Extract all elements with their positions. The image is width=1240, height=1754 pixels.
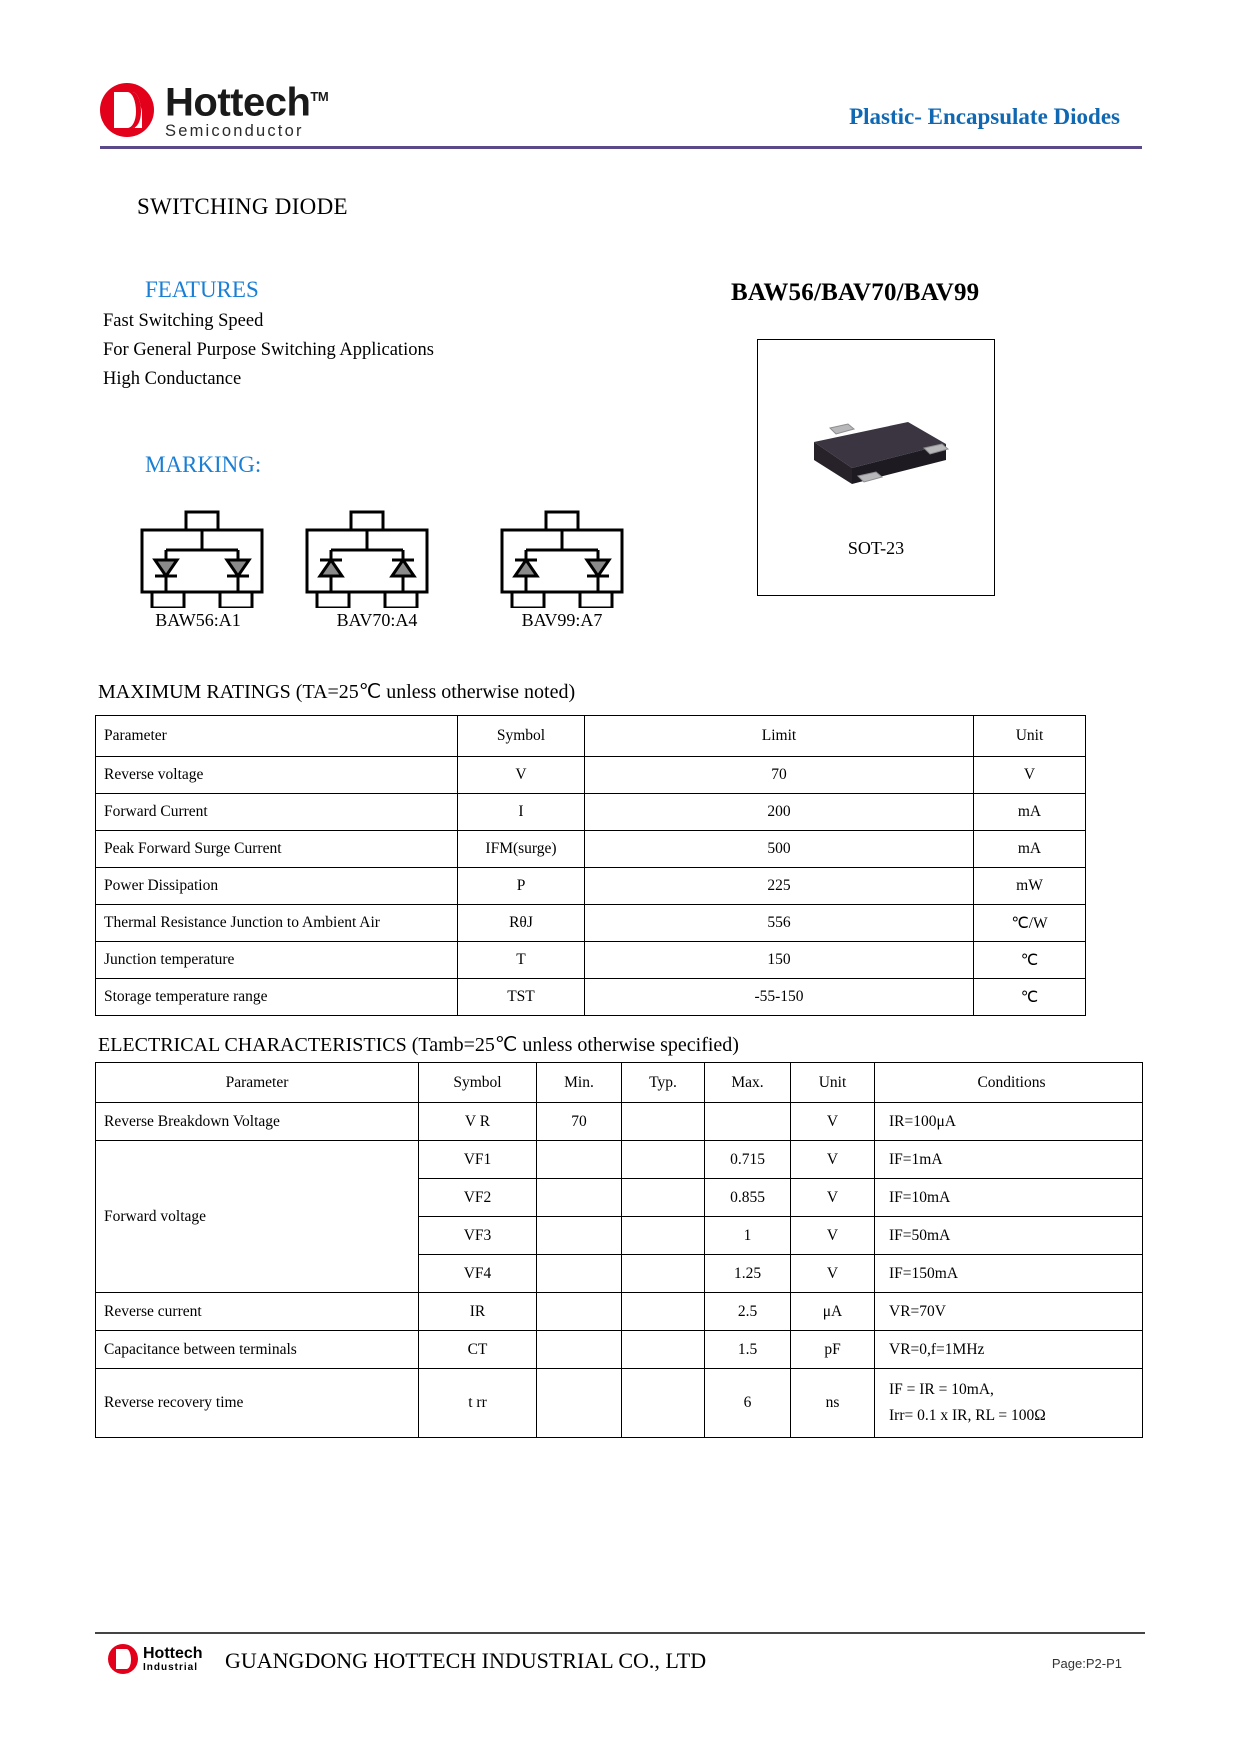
cell-parameter: Reverse voltage [96,757,458,794]
cell-parameter: Forward Current [96,794,458,831]
trademark-symbol: TM [310,89,329,104]
page-header [0,0,1240,165]
footer-page-number: Page:P2-P1 [1051,1656,1122,1671]
cell-parameter: Peak Forward Surge Current [96,831,458,868]
cell-parameter: Storage temperature range [96,979,458,1016]
cell-symbol: CT [419,1331,537,1369]
cell-max: 0.715 [705,1141,791,1179]
footer-company-name: GUANGDONG HOTTECH INDUSTRIAL CO., LTD [225,1648,707,1673]
cell-unit: mA [974,831,1086,868]
cell-min: 70 [537,1103,622,1141]
max-ratings-table [95,715,1086,1016]
footer-brand-name: Hottech [143,1644,203,1662]
conditions-line-1: IF = IR = 10mA, [889,1381,994,1398]
bav70-schematic-icon [293,508,441,608]
cell-max: 0.855 [705,1179,791,1217]
cell-conditions: IF=50mA [875,1217,1143,1255]
cell-typ [622,1369,705,1438]
table-row [96,1331,1143,1369]
table-row [96,942,1086,979]
cell-symbol: VF2 [419,1179,537,1217]
cell-parameter: Junction temperature [96,942,458,979]
cell-unit: V [791,1217,875,1255]
column-header-parameter: Parameter [96,716,458,757]
cell-typ [622,1331,705,1369]
cell-symbol: t rr [419,1369,537,1438]
cell-parameter: Reverse recovery time [96,1369,419,1438]
cell-unit: mA [974,794,1086,831]
cell-symbol: P [458,868,585,905]
cell-limit: -55-150 [585,979,974,1016]
electrical-characteristics-heading: ELECTRICAL CHARACTERISTICS (Tamb=25℃ unless otherwise specified) [98,1034,739,1056]
marking-label: BAV99:A7 [521,610,603,630]
cell-min [537,1369,622,1438]
table-row [96,1369,1143,1438]
cell-max: 2.5 [705,1293,791,1331]
part-number-title: BAW56/BAV70/BAV99 [731,279,980,306]
hottech-footer-logo-icon [108,1644,138,1674]
cell-conditions [875,1369,1143,1438]
cell-min [537,1255,622,1293]
cell-min [537,1331,622,1369]
cell-typ [622,1255,705,1293]
header-title: Plastic- Encapsulate Diodes [849,104,1120,129]
table-row [96,1141,1143,1179]
feature-item: High Conductance [103,369,242,389]
features-heading: FEATURES [145,277,259,302]
brand-subtitle: Semiconductor [165,122,304,141]
column-header-unit: Unit [791,1063,875,1103]
features-list [103,307,434,394]
cell-min [537,1141,622,1179]
cell-parameter: Reverse current [96,1293,419,1331]
cell-conditions: VR=0,f=1MHz [875,1331,1143,1369]
table-row [96,905,1086,942]
cell-unit: mW [974,868,1086,905]
cell-parameter: Capacitance between terminals [96,1331,419,1369]
marking-label: BAW56:A1 [155,610,241,630]
cell-symbol: RθJ [458,905,585,942]
table-row [96,757,1086,794]
cell-unit: ns [791,1369,875,1438]
table-header-row [96,716,1086,757]
cell-conditions: IF=10mA [875,1179,1143,1217]
table-row [96,1293,1143,1331]
footer-divider [95,1632,1145,1634]
table-header-row [96,1063,1143,1103]
max-ratings-heading: MAXIMUM RATINGS (TA=25℃ unless otherwise noted) [98,681,576,703]
cell-symbol: TST [458,979,585,1016]
cell-min [537,1217,622,1255]
cell-symbol: V R [419,1103,537,1141]
column-header-unit: Unit [974,716,1086,757]
marking-heading: MARKING: [145,452,262,477]
cell-limit: 556 [585,905,974,942]
cell-unit: V [791,1103,875,1141]
table-row [96,831,1086,868]
baw56-schematic-icon [128,508,276,608]
cell-symbol: I [458,794,585,831]
column-header-limit: Limit [585,716,974,757]
cell-conditions: VR=70V [875,1293,1143,1331]
column-header-min: Min. [537,1063,622,1103]
bav99-schematic-icon [488,508,636,608]
cell-max: 6 [705,1369,791,1438]
cell-symbol: V [458,757,585,794]
sot23-package-icon [796,398,956,508]
cell-typ [622,1179,705,1217]
cell-typ [622,1217,705,1255]
feature-item: Fast Switching Speed [103,311,264,331]
cell-symbol: IR [419,1293,537,1331]
cell-unit: pF [791,1331,875,1369]
cell-max [705,1103,791,1141]
marking-label: BAV70:A4 [336,610,418,630]
electrical-characteristics-table [95,1062,1143,1438]
column-header-max: Max. [705,1063,791,1103]
cell-symbol: VF3 [419,1217,537,1255]
cell-unit: ℃ [974,979,1086,1016]
cell-max: 1.5 [705,1331,791,1369]
footer-brand-subtitle: Industrial [143,1661,199,1673]
cell-unit: V [791,1255,875,1293]
table-row [96,1103,1143,1141]
cell-typ [622,1141,705,1179]
cell-conditions: IF=150mA [875,1255,1143,1293]
cell-parameter-forward-voltage: Forward voltage [96,1141,419,1293]
cell-symbol: T [458,942,585,979]
cell-unit: ℃ [974,942,1086,979]
logo-text-block [165,78,328,141]
column-header-symbol: Symbol [458,716,585,757]
column-header-conditions: Conditions [875,1063,1143,1103]
header-divider [100,146,1142,149]
cell-min [537,1293,622,1331]
cell-unit: V [791,1179,875,1217]
cell-unit: ℃/W [974,905,1086,942]
company-logo [100,78,328,141]
cell-max: 1.25 [705,1255,791,1293]
footer-logo [108,1644,203,1674]
package-label: SOT-23 [847,538,905,558]
column-header-typ: Typ. [622,1063,705,1103]
marking-diagram-bav99 [488,508,636,630]
cell-max: 1 [705,1217,791,1255]
feature-item: For General Purpose Switching Applications [103,340,434,360]
marking-diagram-baw56 [128,508,276,630]
cell-parameter: Thermal Resistance Junction to Ambient Air [96,905,458,942]
hottech-logo-icon [100,83,154,137]
column-header-symbol: Symbol [419,1063,537,1103]
cell-limit: 225 [585,868,974,905]
cell-conditions: IR=100μA [875,1103,1143,1141]
cell-unit: V [974,757,1086,794]
conditions-line-2: Irr= 0.1 x IR, RL = 100Ω [889,1407,1046,1424]
logo-h-glyph [120,92,142,128]
document-type-title: SWITCHING DIODE [137,194,348,219]
cell-limit: 150 [585,942,974,979]
table-row [96,868,1086,905]
cell-symbol: VF4 [419,1255,537,1293]
cell-limit: 500 [585,831,974,868]
cell-limit: 70 [585,757,974,794]
cell-parameter: Power Dissipation [96,868,458,905]
cell-unit: μA [791,1293,875,1331]
cell-limit: 200 [585,794,974,831]
cell-typ [622,1293,705,1331]
marking-diagram-bav70 [293,508,441,630]
cell-symbol: IFM(surge) [458,831,585,868]
table-row [96,794,1086,831]
cell-conditions: IF=1mA [875,1141,1143,1179]
cell-typ [622,1103,705,1141]
table-row [96,979,1086,1016]
cell-parameter: Reverse Breakdown Voltage [96,1103,419,1141]
package-illustration-box [757,339,995,596]
cell-min [537,1179,622,1217]
cell-symbol: VF1 [419,1141,537,1179]
cell-unit: V [791,1141,875,1179]
brand-name: Hottech™ [165,80,329,125]
footer-logo-text [143,1646,203,1673]
column-header-parameter: Parameter [96,1063,419,1103]
